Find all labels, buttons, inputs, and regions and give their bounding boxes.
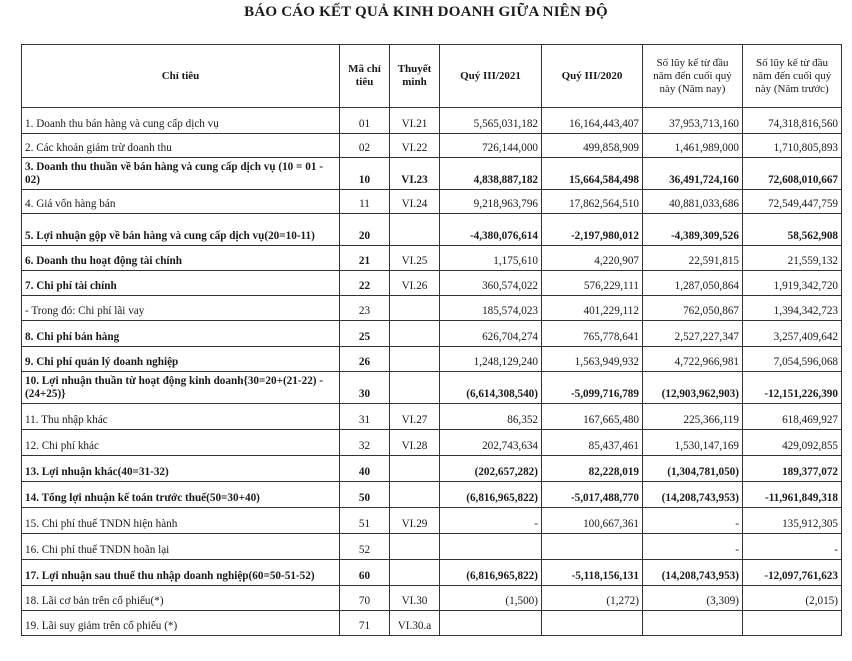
- cell-q3-2020: 4,220,907: [542, 246, 643, 271]
- row-note: VI.28: [390, 430, 440, 456]
- table-row: [22, 482, 842, 508]
- cell-q3-2021: 5,565,031,182: [440, 108, 542, 134]
- header-row: [22, 45, 842, 108]
- cell-ytd-now: 37,953,713,160: [643, 108, 743, 134]
- header-thuyet-minh: Thuyết minh: [390, 45, 440, 108]
- table-row: [22, 430, 842, 456]
- table-row: [22, 586, 842, 611]
- header-ytd-prev: Số lũy kế từ đầu năm đến cuối quý này (Năm trước): [743, 45, 842, 108]
- cell-q3-2021: 86,352: [440, 404, 542, 430]
- cell-q3-2021: (6,816,965,822): [440, 482, 542, 508]
- cell-ytd-now: 2,527,227,347: [643, 321, 743, 347]
- cell-q3-2021: (6,614,308,540): [440, 372, 542, 404]
- row-note: [390, 560, 440, 586]
- row-label: 16. Chi phí thuế TNDN hoãn lại: [22, 534, 340, 560]
- cell-q3-2021: [440, 534, 542, 560]
- table-row: [22, 271, 842, 296]
- cell-q3-2021: [440, 611, 542, 636]
- cell-ytd-now: 1,530,147,169: [643, 430, 743, 456]
- cell-ytd-now: (14,208,743,953): [643, 482, 743, 508]
- table-row: [22, 321, 842, 347]
- cell-q3-2020: 576,229,111: [542, 271, 643, 296]
- cell-q3-2020: 499,858,909: [542, 134, 643, 158]
- cell-q3-2020: 1,563,949,932: [542, 347, 643, 372]
- cell-ytd-now: 225,366,119: [643, 404, 743, 430]
- row-code: 51: [340, 508, 390, 534]
- cell-ytd-prev: 1,919,342,720: [743, 271, 842, 296]
- row-label: 7. Chi phí tài chính: [22, 271, 340, 296]
- row-code: 40: [340, 456, 390, 482]
- cell-ytd-prev: 58,562,908: [743, 214, 842, 246]
- row-note: [390, 456, 440, 482]
- cell-ytd-prev: 189,377,072: [743, 456, 842, 482]
- cell-ytd-prev: 1,394,342,723: [743, 296, 842, 321]
- row-label: 19. Lãi suy giảm trên cổ phiếu (*): [22, 611, 340, 636]
- cell-q3-2020: -5,099,716,789: [542, 372, 643, 404]
- cell-ytd-now: 40,881,033,686: [643, 190, 743, 214]
- row-code: 70: [340, 586, 390, 611]
- header-chi-tieu: Chỉ tiêu: [22, 45, 340, 108]
- cell-q3-2020: 167,665,480: [542, 404, 643, 430]
- cell-q3-2020: 16,164,443,407: [542, 108, 643, 134]
- cell-q3-2020: [542, 611, 643, 636]
- cell-q3-2021: 360,574,022: [440, 271, 542, 296]
- row-label: 10. Lợi nhuận thuần từ hoạt động kinh doanh{30=20+(21-22) - (24+25)}: [22, 372, 340, 404]
- row-code: 02: [340, 134, 390, 158]
- row-code: 31: [340, 404, 390, 430]
- row-code: 26: [340, 347, 390, 372]
- cell-q3-2020: -5,017,488,770: [542, 482, 643, 508]
- cell-q3-2021: 4,838,887,182: [440, 158, 542, 190]
- row-note: VI.27: [390, 404, 440, 430]
- row-code: 21: [340, 246, 390, 271]
- row-code: 23: [340, 296, 390, 321]
- row-code: 22: [340, 271, 390, 296]
- cell-ytd-now: 4,722,966,981: [643, 347, 743, 372]
- table-row: [22, 134, 842, 158]
- cell-ytd-prev: 3,257,409,642: [743, 321, 842, 347]
- table-row: [22, 404, 842, 430]
- row-note: [390, 214, 440, 246]
- cell-q3-2020: 15,664,584,498: [542, 158, 643, 190]
- cell-ytd-now: 36,491,724,160: [643, 158, 743, 190]
- row-label: 13. Lợi nhuận khác(40=31-32): [22, 456, 340, 482]
- table-row: [22, 372, 842, 404]
- cell-ytd-prev: 1,710,805,893: [743, 134, 842, 158]
- row-code: 52: [340, 534, 390, 560]
- row-code: 01: [340, 108, 390, 134]
- row-note: VI.24: [390, 190, 440, 214]
- row-note: [390, 372, 440, 404]
- row-label: 17. Lợi nhuận sau thuế thu nhập doanh nghiệp(60=50-51-52): [22, 560, 340, 586]
- cell-ytd-prev: -12,151,226,390: [743, 372, 842, 404]
- header-q3-2020: Quý III/2020: [542, 45, 643, 108]
- row-note: VI.21: [390, 108, 440, 134]
- row-note: [390, 534, 440, 560]
- cell-ytd-prev: 72,608,010,667: [743, 158, 842, 190]
- row-note: VI.30.a: [390, 611, 440, 636]
- header-ma-chi-tieu: Mã chỉ tiêu: [340, 45, 390, 108]
- cell-q3-2020: (1,272): [542, 586, 643, 611]
- cell-q3-2021: (6,816,965,822): [440, 560, 542, 586]
- cell-ytd-prev: 74,318,816,560: [743, 108, 842, 134]
- cell-ytd-now: 762,050,867: [643, 296, 743, 321]
- row-note: VI.25: [390, 246, 440, 271]
- row-code: 60: [340, 560, 390, 586]
- table-row: [22, 108, 842, 134]
- cell-q3-2021: (1,500): [440, 586, 542, 611]
- row-code: 32: [340, 430, 390, 456]
- cell-ytd-prev: -11,961,849,318: [743, 482, 842, 508]
- cell-q3-2021: 626,704,274: [440, 321, 542, 347]
- cell-q3-2021: 726,144,000: [440, 134, 542, 158]
- cell-q3-2021: 185,574,023: [440, 296, 542, 321]
- row-label: 12. Chi phí khác: [22, 430, 340, 456]
- cell-q3-2021: (202,657,282): [440, 456, 542, 482]
- table-row: [22, 560, 842, 586]
- cell-ytd-now: 1,461,989,000: [643, 134, 743, 158]
- table-row: [22, 246, 842, 271]
- cell-ytd-prev: 21,559,132: [743, 246, 842, 271]
- row-code: 10: [340, 158, 390, 190]
- cell-q3-2020: -2,197,980,012: [542, 214, 643, 246]
- row-note: [390, 321, 440, 347]
- cell-ytd-prev: 7,054,596,068: [743, 347, 842, 372]
- row-note: VI.29: [390, 508, 440, 534]
- cell-q3-2021: 202,743,634: [440, 430, 542, 456]
- cell-ytd-now: 1,287,050,864: [643, 271, 743, 296]
- row-code: 11: [340, 190, 390, 214]
- cell-q3-2020: -5,118,156,131: [542, 560, 643, 586]
- row-label: 15. Chi phí thuế TNDN hiện hành: [22, 508, 340, 534]
- row-note: VI.26: [390, 271, 440, 296]
- cell-ytd-prev: [743, 611, 842, 636]
- table-row: [22, 190, 842, 214]
- income-statement-table: [21, 44, 842, 636]
- row-label: 4. Giá vốn hàng bán: [22, 190, 340, 214]
- cell-ytd-now: (12,903,962,903): [643, 372, 743, 404]
- row-code: 25: [340, 321, 390, 347]
- cell-ytd-prev: 429,092,855: [743, 430, 842, 456]
- cell-ytd-now: -4,389,309,526: [643, 214, 743, 246]
- row-label: 2. Các khoản giảm trừ doanh thu: [22, 134, 340, 158]
- cell-ytd-now: (1,304,781,050): [643, 456, 743, 482]
- row-code: 71: [340, 611, 390, 636]
- table-row: [22, 508, 842, 534]
- cell-ytd-prev: 618,469,927: [743, 404, 842, 430]
- row-note: [390, 482, 440, 508]
- cell-q3-2020: 401,229,112: [542, 296, 643, 321]
- cell-ytd-now: (3,309): [643, 586, 743, 611]
- cell-ytd-prev: (2,015): [743, 586, 842, 611]
- cell-q3-2021: 1,248,129,240: [440, 347, 542, 372]
- cell-q3-2021: -: [440, 508, 542, 534]
- table-row: [22, 456, 842, 482]
- cell-ytd-now: 22,591,815: [643, 246, 743, 271]
- cell-ytd-now: [643, 611, 743, 636]
- row-note: [390, 347, 440, 372]
- row-code: 20: [340, 214, 390, 246]
- page-title: BÁO CÁO KẾT QUẢ KINH DOANH GIỮA NIÊN ĐỘ: [244, 4, 608, 20]
- cell-q3-2020: 85,437,461: [542, 430, 643, 456]
- row-label: 9. Chi phí quản lý doanh nghiệp: [22, 347, 340, 372]
- cell-ytd-prev: 72,549,447,759: [743, 190, 842, 214]
- row-label: 5. Lợi nhuận gộp về bán hàng và cung cấp dịch vụ(20=10-11): [22, 214, 340, 246]
- cell-q3-2021: 9,218,963,796: [440, 190, 542, 214]
- cell-q3-2020: 17,862,564,510: [542, 190, 643, 214]
- row-label: 1. Doanh thu bán hàng và cung cấp dịch vụ: [22, 108, 340, 134]
- table-row: [22, 296, 842, 321]
- row-label: - Trong đó: Chi phí lãi vay: [22, 296, 340, 321]
- cell-q3-2020: 765,778,641: [542, 321, 643, 347]
- cell-q3-2021: 1,175,610: [440, 246, 542, 271]
- row-label: 11. Thu nhập khác: [22, 404, 340, 430]
- table-row: [22, 534, 842, 560]
- cell-ytd-now: -: [643, 534, 743, 560]
- row-label: 3. Doanh thu thuần về bán hàng và cung cấp dịch vụ (10 = 01 - 02): [22, 158, 340, 190]
- cell-ytd-prev: 135,912,305: [743, 508, 842, 534]
- table-row: [22, 158, 842, 190]
- table-row: [22, 347, 842, 372]
- row-note: [390, 296, 440, 321]
- row-note: VI.23: [390, 158, 440, 190]
- table-row: [22, 611, 842, 636]
- row-label: 18. Lãi cơ bản trên cổ phiếu(*): [22, 586, 340, 611]
- cell-ytd-prev: -: [743, 534, 842, 560]
- row-label: 8. Chi phí bán hàng: [22, 321, 340, 347]
- cell-q3-2020: 82,228,019: [542, 456, 643, 482]
- row-code: 50: [340, 482, 390, 508]
- cell-ytd-now: (14,208,743,953): [643, 560, 743, 586]
- header-ytd-now: Số lũy kế từ đầu năm đến cuối quý này (Năm nay): [643, 45, 743, 108]
- cell-q3-2020: 100,667,361: [542, 508, 643, 534]
- row-code: 30: [340, 372, 390, 404]
- row-note: VI.22: [390, 134, 440, 158]
- cell-ytd-now: -: [643, 508, 743, 534]
- row-note: VI.30: [390, 586, 440, 611]
- cell-q3-2020: [542, 534, 643, 560]
- row-label: 14. Tổng lợi nhuận kế toán trước thuế(50=30+40): [22, 482, 340, 508]
- row-label: 6. Doanh thu hoạt động tài chính: [22, 246, 340, 271]
- header-q3-2021: Quý III/2021: [440, 45, 542, 108]
- cell-q3-2021: -4,380,076,614: [440, 214, 542, 246]
- cell-ytd-prev: -12,097,761,623: [743, 560, 842, 586]
- table-row: [22, 214, 842, 246]
